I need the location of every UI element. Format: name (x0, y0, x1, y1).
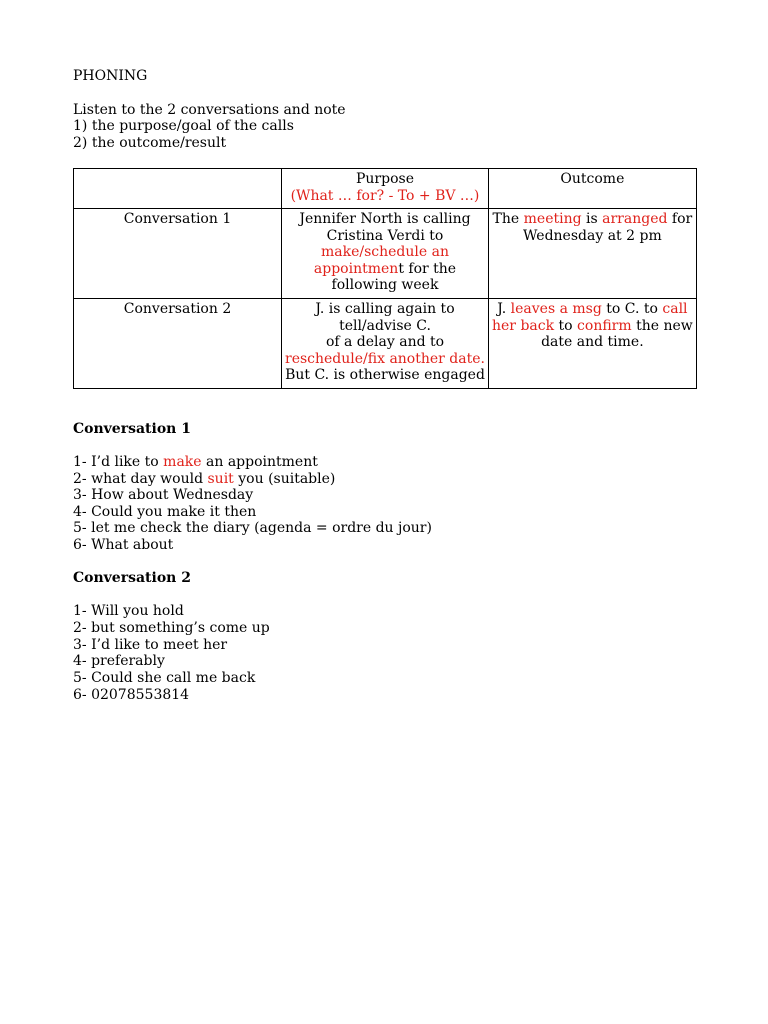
outcome-highlight: leaves a msg (510, 301, 602, 317)
purpose-header-label: Purpose (356, 171, 414, 187)
purpose-text: tell/advise C. (339, 317, 431, 334)
page-title: PHONING (73, 68, 148, 84)
outcome-header-label: Outcome (560, 171, 625, 187)
row-label-cell (74, 209, 282, 299)
purpose-text: following week (331, 277, 439, 294)
outcome-highlight: confirm (577, 317, 632, 334)
list-item-text: you (suitable) (233, 471, 336, 487)
outcome-text: the new (631, 317, 693, 334)
outcome-text-line (492, 211, 693, 228)
list-item: 4- Could you make it then (73, 504, 257, 520)
list-item: 2- but something’s come up (73, 620, 270, 636)
list-item-highlight: make (163, 454, 202, 470)
list-item: 3- I’d like to meet her (73, 637, 228, 653)
outcome-text: date and time. (541, 334, 644, 351)
table-header-empty-cell (74, 169, 282, 209)
purpose-highlight: appointmen (313, 260, 399, 277)
row-label: Conversation 1 (123, 211, 232, 227)
outcome-highlight: arranged (602, 211, 668, 227)
instruction-line: 1) the purpose/goal of the calls (73, 118, 294, 134)
purpose-text: J. is calling again to (315, 301, 455, 317)
list-item-highlight: suit (207, 471, 234, 487)
outcome-text: J. (497, 301, 511, 317)
purpose-text: of a delay and to (325, 334, 445, 351)
row-label: Conversation 2 (123, 301, 232, 317)
list-item: 3- How about Wednesday (73, 487, 254, 503)
purpose-text-line (285, 261, 485, 278)
purpose-text: Cristina Verdi to (326, 227, 444, 244)
table-header-row (74, 169, 697, 209)
outcome-text-line (492, 318, 693, 335)
table-row-conversation-2 (74, 299, 697, 389)
purpose-cell (282, 209, 489, 299)
purpose-highlight: reschedule/fix another date. (285, 350, 485, 367)
outcome-highlight: meeting (523, 211, 582, 227)
purpose-header-cell (282, 169, 489, 209)
instruction-line: Listen to the 2 conversations and note (73, 102, 346, 118)
outcome-text: for (667, 211, 693, 227)
row-label-cell (74, 299, 282, 389)
purpose-header-hint: (What … for? - To + BV …) (290, 187, 480, 204)
outcome-highlight: call (662, 301, 688, 317)
list-item (73, 454, 318, 471)
outcome-cell (489, 209, 697, 299)
list-item: 4- preferably (73, 653, 165, 669)
purpose-text: But C. is otherwise engaged (285, 367, 485, 384)
purpose-outcome-table (73, 168, 697, 389)
outcome-cell (489, 299, 697, 389)
section-heading-conversation-2: Conversation 2 (73, 570, 191, 586)
list-item (73, 471, 335, 488)
outcome-text: to C. to (601, 301, 663, 317)
list-item: 6- 02078553814 (73, 687, 190, 703)
outcome-header-cell (489, 169, 697, 209)
purpose-cell (282, 299, 489, 389)
outcome-text-line (492, 301, 693, 318)
list-item-text: 1- I’d like to (73, 454, 164, 470)
outcome-text: to (554, 317, 578, 334)
list-item-text: an appointment (201, 454, 318, 470)
outcome-text: The (492, 211, 524, 227)
list-item: 5- let me check the diary (agenda = ordre du jour) (73, 520, 432, 536)
purpose-text: t for the (398, 260, 457, 277)
purpose-text: Jennifer North is calling (299, 211, 471, 227)
purpose-highlight: make/schedule an (321, 244, 449, 261)
outcome-text: is (581, 211, 603, 227)
section-heading-conversation-1: Conversation 1 (73, 421, 191, 437)
instruction-line: 2) the outcome/result (73, 135, 227, 151)
list-item: 6- What about (73, 537, 174, 553)
list-item: 1- Will you hold (73, 603, 184, 619)
list-item-text: 2- what day would (73, 471, 208, 487)
table-row-conversation-1 (74, 209, 697, 299)
outcome-highlight: her back (492, 317, 555, 334)
list-item: 5- Could she call me back (73, 670, 256, 686)
outcome-text: Wednesday at 2 pm (523, 227, 662, 244)
